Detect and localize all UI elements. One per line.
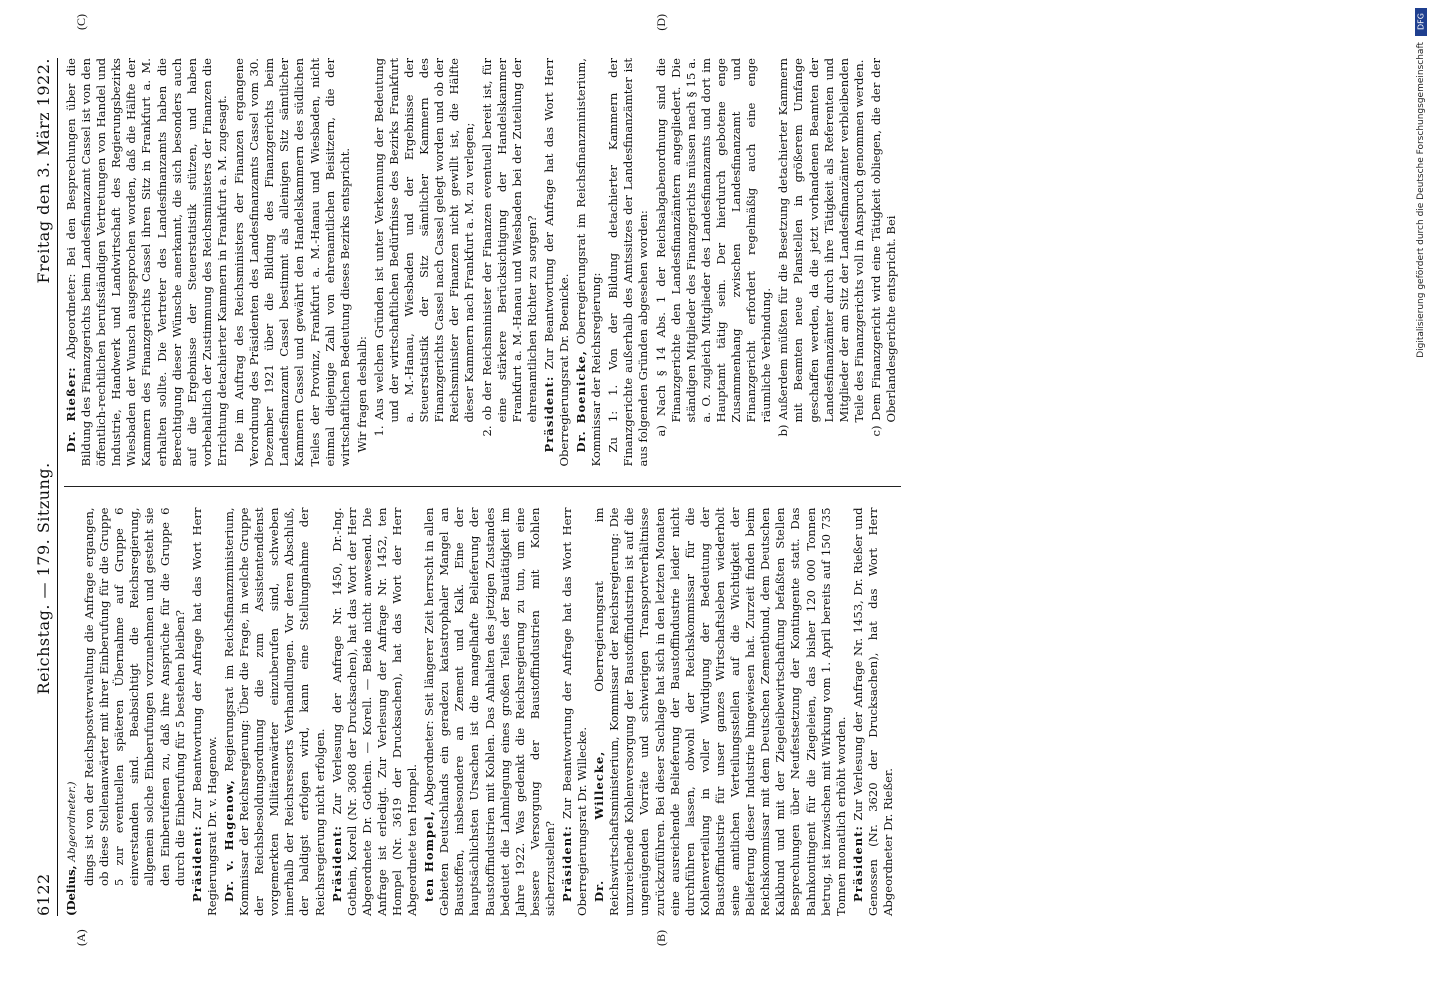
margin-mark-d: (D) bbox=[654, 14, 668, 31]
paragraph-text: Wir fragen deshalb: bbox=[354, 336, 369, 453]
speaker-name: Präsident: bbox=[541, 375, 556, 453]
list-marker: c) bbox=[868, 425, 883, 437]
speaker-name: Präsident: bbox=[850, 825, 865, 902]
list-item bbox=[480, 58, 540, 467]
speaker-name: Präsident: bbox=[189, 825, 204, 902]
paragraph-text: Zu 1: 1. Von der Bildung detachierter Kammern der Finanzgerichte außerhalb des Amtssitzes der Landesfinanzämter ist aus folgenden Gründen abgesehen worden: bbox=[606, 58, 651, 467]
speaker-role: Abgeordneter.) bbox=[66, 781, 78, 862]
list-item bbox=[654, 58, 775, 467]
paragraph bbox=[542, 58, 572, 467]
speaker-name: ten Hompel, bbox=[422, 810, 437, 902]
list-marker: b) bbox=[776, 424, 791, 437]
list-marker: 1. bbox=[371, 425, 386, 437]
dfg-logo: DFG bbox=[1415, 8, 1427, 36]
list-marker: 2. bbox=[479, 425, 494, 437]
paragraph-text: Abgeordneter: Bei den Besprechungen über die Bildung des Finanzgerichts beim Landesfinanzamt Cassel ist von den öffentlich-rechtlichen berufsständigen Vertretungen von Handel und Industrie, Handwerk und Landwirtschaft des Regierungsbezirks Wiesbaden der Wunsch ausgesprochen worden, daß die Hälfte der Kammern des Finanzgerichts Cassel ihren Sitz in Frankfurt a. M. erhalten sollte. Die Vertreter des Landesfinanzamts haben die Berechtigung dieser Wünsche anerkannt, die sich besonders auch auf die Ergebnisse der Steuerstatistik stützen, und haben vorbehaltlich der Zustimmung des Reichsministers der Finanzen die Errichtung detachierter Kammern in Frankfurt a. M. zugesagt. bbox=[64, 58, 229, 467]
list-text: ob der Reichsminister der Finanzen eventuell bereit ist, für eine stärkere Berücksichtigung der Handelskammer Frankfurt a. M.-Hanau und Wiesbaden bei der Zuteilung der ehrenamtlichen Richter zu sorgen? bbox=[479, 58, 539, 423]
list-text: Außerdem müßten für die Besetzung detachierter Kammern mit Beamten neue Planstellen in größerem Umfange geschaffen werden, da die jetzt vorhandenen Beamten der Landesfinanzämter durch ihre Tätigkeit als Referenten und Mitglieder der am Sitz der Landesfinanzämter verbleibenden Teile des Finanzgerichts voll in Anspruch genommen werden. bbox=[776, 57, 866, 423]
paragraph bbox=[222, 507, 328, 916]
margin-mark-c: (C) bbox=[74, 14, 88, 30]
paragraph bbox=[64, 58, 230, 467]
paragraph-text: Zur Beantwortung der Anfrage hat das Wort Herr Regierungsrat Dr. v. Hagenow. bbox=[189, 507, 219, 916]
paragraph-text: Zur Beantwortung der Anfrage hat das Wort Herr Oberregierungsrat Dr. Boenicke. bbox=[541, 58, 571, 467]
speaker-name: Präsident: bbox=[329, 825, 344, 902]
paragraph bbox=[606, 58, 651, 467]
list-marker: a) bbox=[653, 425, 668, 437]
speaker-name: Dr. Boenicke, bbox=[574, 350, 589, 453]
list-item bbox=[869, 58, 899, 467]
paragraph-text: Zur Verlesung der Anfrage Nr. 1453, Dr. Rießer und Genossen (Nr. 3620 der Drucksachen), hat das Wort Herr Abgeordneter Dr. Rießer. bbox=[850, 507, 895, 916]
paragraph-text: Zur Beantwortung der Anfrage hat das Wort Herr Oberregierungsrat Dr. Willecke. bbox=[560, 507, 590, 916]
session-date: Freitag den 3. März 1922. bbox=[34, 58, 53, 284]
paragraph bbox=[330, 507, 421, 916]
margin-mark-b: (B) bbox=[654, 930, 668, 946]
speaker-name: Dr. v. Hagenow, bbox=[221, 779, 236, 902]
session-title: Reichstag. — 179. Sitzung. bbox=[34, 462, 53, 695]
paragraph bbox=[574, 58, 604, 467]
speaker-name: Präsident: bbox=[560, 825, 574, 902]
column-divider bbox=[64, 487, 901, 488]
paragraph bbox=[190, 507, 220, 916]
list-text: Dem Finanzgericht wird eine Tätigkeit obliegen, die der der Oberlandesgerichte entspricht. Bei bbox=[868, 58, 898, 423]
list-item bbox=[372, 58, 478, 467]
paragraph bbox=[592, 507, 849, 916]
speaker-continuation bbox=[64, 507, 80, 916]
page-number: 6122 bbox=[34, 873, 53, 916]
paragraph-text: Die im Auftrag des Reichsministers der Finanzen ergangene Verordnung des Präsidenten des Landesfinanzamts Cassel vom 30. Dezember 1921 über die Bildung des Finanzgerichts beim Landesfinanzamt Cassel bestimmt als alleinigen Sitz sämtlicher Kammern Cassel und gewährt den Handelskammern des südlichen Teiles der Provinz, Frankfurt a. M.-Hanau und Wiesbaden, nicht einmal diejenige Zahl von ehrenamtlichen Beisitzern, die der wirtschaftlichen Bedeutung dieses Bezirks entspricht. bbox=[232, 58, 352, 467]
two-column-body bbox=[64, 14, 901, 946]
paragraph-text: Oberregierungsrat im Reichsfinanzministerium, Kommissar der Reichsregierung: bbox=[574, 58, 604, 467]
digitization-credit: Digitalisierung gefördert durch die Deutsche Forschungsgemeinschaft bbox=[1416, 42, 1426, 358]
question-text: dings ist von der Reichspostverwaltung die Anfrage ergangen, ob diese Stellenanwärter mit ihrer Einberufung für die Gruppe 5 zur eventuellen späteren Übernahme auf Gruppe 6 einverstanden sind. Beabsichtigt die Reichsregierung, allgemein solche Einberufungen vorzunehmen und gesteht sie den Einberufenen zu, daß ihre Ansprüche für die Gruppe 6 durch die Einberufung für 5 bestehen bleiben? bbox=[82, 507, 187, 886]
paragraph bbox=[232, 58, 353, 467]
margin-mark-a: (A) bbox=[74, 929, 88, 946]
paragraph bbox=[560, 507, 590, 916]
paragraph-text: Abgeordneter: Seit längerer Zeit herrscht in allen Gebieten Deutschlands ein geradezu katastrophaler Mangel an Baustoffen, insbesondere an Zement und Kalk. Eine der hauptsächlichsten Ursachen ist die mangelhafte Belieferung der Baustoffindustrien mit Kohlen. Das Anhalten des jetzigen Zustandes bedeutet die Lahmlegung eines großen Teiles der Bautätigkeit im Jahre 1922. Was gedenkt die Reichsregierung zu tun, um eine bessere Versorgung der Baustoffindustrien mit Kohlen sicherzustellen? bbox=[422, 507, 557, 916]
paragraph bbox=[851, 507, 896, 916]
speaker-name: Dr. Willecke, bbox=[592, 750, 607, 902]
left-column bbox=[64, 507, 901, 916]
list-text: Nach § 14 Abs. 1 der Reichsabgabenordnung sind die Finanzgerichte den Landesfinanzämtern angegliedert. Die ständigen Mitglieder des Finanzgerichts müssen nach § 15 a. a. O. zugleich Mitglieder des Landesfinanzamts und dort im Hauptamt tätig sein. Der hierdurch gebotene enge Zusammenhang zwischen Landesfinanzamt und Finanzgericht erfordert regelmäßig auch eine enge räumliche Verbindung. bbox=[653, 57, 774, 423]
speaker-name: Dr. Rießer: bbox=[64, 366, 78, 453]
paragraph-text: Regierungsrat im Reichsfinanzministerium, Kommissar der Reichsregierung: Über die Frage, in welche Gruppe der Reichsbesoldungsordnung die zum Assistentendienst vorgemerkten Militäranwärter einzuberufen sind, schweben innerhalb der Reichsressorts Verhandlungen. Vor deren Abschluß, der baldigst erfolgen wird, kann eine Stellungnahme der Reichsregierung nicht erfolgen. bbox=[221, 507, 327, 916]
paragraph-text: Oberregierungsrat im Reichswirtschaftsministerium, Kommissar der Reichsregierung: Die unzureichende Kohlenversorgung der Baustoffindustrien ist auf die ungenügenden Vorräte und schwierigen Transportverhältnisse zurückzuführen. Bei dieser Sachlage hat sich in den letzten Monaten eine ausreichende Belieferung der Baustoffindustrie leider nicht durchführen lassen, obwohl der Reichskommissar für die Kohlenverteilung in voller Würdigung der Bedeutung der Baustoffindustrie für unser ganzes Wirtschaftsleben wiederholt seine amtlichen Verteilungsstellen auf die Wichtigkeit der Belieferung dieser Industrie hingewiesen hat. Zurzeit finden beim Reichskommissar mit dem Deutschen Zementbund, dem Deutschen Kalkbund und mit der Ziegeleibewirtschaftung befaßten Stellen Besprechungen über Neufestsetzung der Kontingente statt. Das Bahnkontingent für die Ziegeleien, das bisher 120 000 Tonnen betrug, ist inzwischen mit Wirkung vom 1. April bereits auf 150 735 Tonnen monatlich erhöht worden. bbox=[592, 507, 848, 916]
list-text: Aus welchen Gründen ist unter Verkennung der Bedeutung und der wirtschaftlichen Bedürfnisse des Bezirks Frankfurt a. M.-Hanau, Wiesbaden und der Ergebnisse der Steuerstatistik der Sitz sämtlicher Kammern des Finanzgerichts Cassel nach Cassel gelegt worden und ob der Reichsminister der Finanzen nicht gewillt ist, die Hälfte dieser Kammern nach Frankfurt a. M. zu verlegen; bbox=[371, 58, 477, 423]
list-item bbox=[776, 58, 867, 467]
paragraph-text: Zur Verlesung der Anfrage Nr. 1450, Dr.-Ing. Gothein, Korell (Nr. 3608 der Drucksachen), hat das Wort der Herr Abgeordnete Dr. Gothein. — Korell. — Beide nicht anwesend. Die Anfrage ist erledigt. Zur Verlesung der Anfrage Nr. 1452, ten Hompel (Nr. 3619 der Drucksachen), hat das Wort der Herr Abgeordnete ten Hompel. bbox=[329, 507, 420, 916]
speaker-name: (Delius, bbox=[64, 865, 78, 916]
paragraph bbox=[422, 507, 558, 916]
paragraph bbox=[355, 58, 370, 467]
right-column bbox=[64, 58, 901, 467]
running-head bbox=[34, 58, 58, 916]
digitization-strip bbox=[1408, 0, 1434, 1000]
